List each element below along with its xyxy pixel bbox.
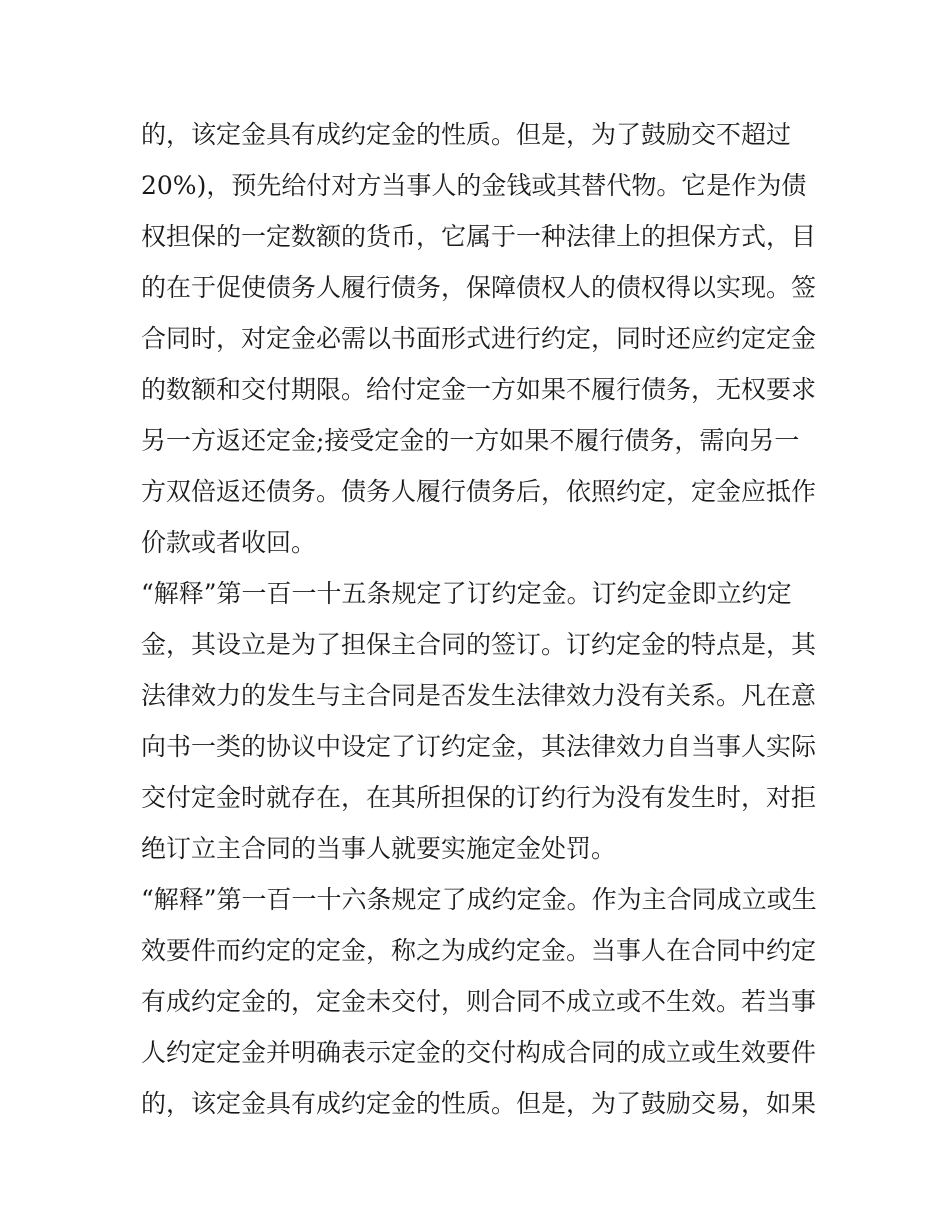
text-line: 价款或者收回。: [141, 528, 317, 557]
text-line: 合同时，对定金必需以书面形式进行约定，同时还应约定定金: [141, 324, 817, 353]
text-line: 交付定金时就存在，在其所担保的订约行为没有发生时，对拒: [141, 783, 817, 812]
text-line: 有成约定金的，定金未交付，则合同不成立或不生效。若当事: [141, 987, 817, 1016]
document-body: [141, 109, 821, 1129]
text-line: 效要件而约定的定金，称之为成约定金。当事人在合同中约定: [141, 936, 817, 965]
text-line: 人约定定金并明确表示定金的交付构成合同的成立或生效要件: [141, 1038, 817, 1067]
text-line: 金，其设立是为了担保主合同的签订。订约定金的特点是，其: [141, 630, 817, 659]
text-line: 的，该定金具有成约定金的性质。但是，为了鼓励交易，如果: [141, 1089, 817, 1118]
text-line: 绝订立主合同的当事人就要实施定金处罚。: [141, 834, 617, 863]
text-line: 权担保的一定数额的货币，它属于一种法律上的担保方式，目: [141, 222, 817, 251]
text-line: 向书一类的协议中设定了订约定金，其法律效力自当事人实际: [141, 732, 817, 761]
text-line: 20%)，预先给付对方当事人的金钱或其替代物。它是作为债: [141, 171, 807, 200]
text-line: 法律效力的发生与主合同是否发生法律效力没有关系。凡在意: [141, 681, 817, 710]
text-line: “解释”第一百一十五条规定了订约定金。订约定金即立约定: [141, 579, 792, 608]
text-line: 的在于促使债务人履行债务，保障债权人的债权得以实现。签: [141, 273, 817, 302]
text-line: 方双倍返还债务。债务人履行债务后，依照约定，定金应抵作: [141, 477, 817, 506]
text-line: 另一方返还定金;接受定金的一方如果不履行债务，需向另一: [141, 426, 800, 455]
text-line: 的数额和交付期限。给付定金一方如果不履行债务，无权要求: [141, 375, 817, 404]
text-line: “解释”第一百一十六条规定了成约定金。作为主合同成立或生: [141, 885, 817, 914]
text-line: 的，该定金具有成约定金的性质。但是，为了鼓励交不超过: [141, 120, 792, 149]
